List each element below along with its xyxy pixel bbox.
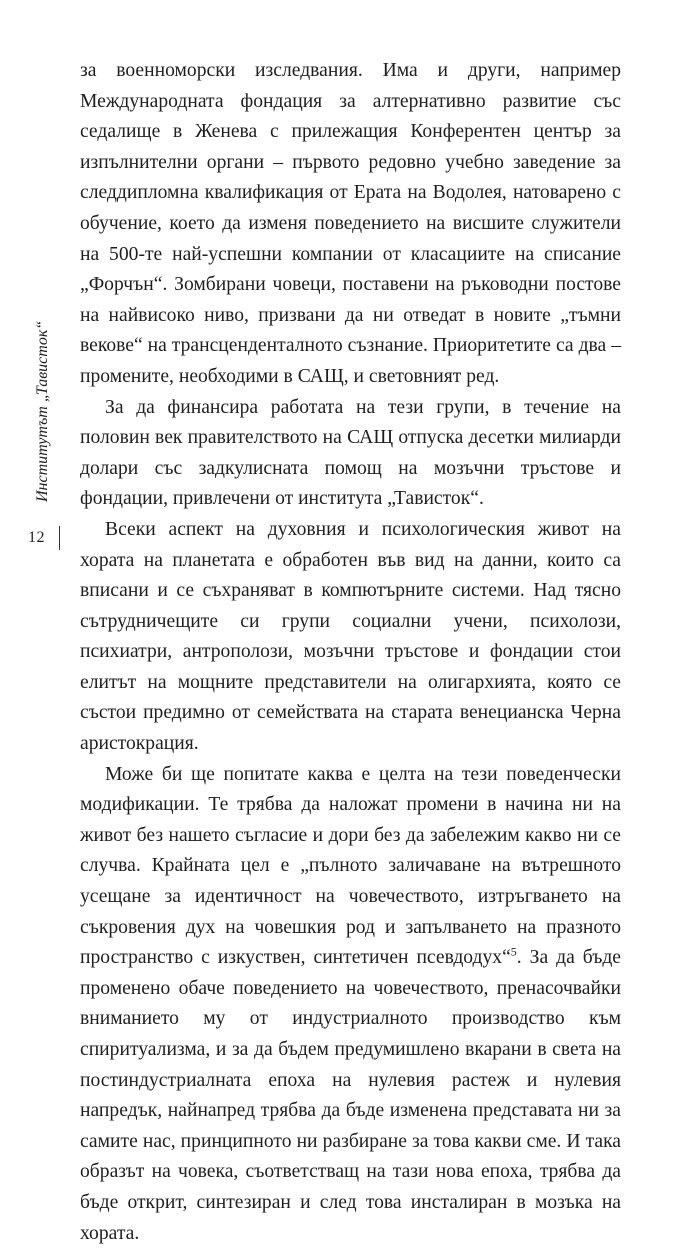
paragraph-1: за военноморски изследвания. Има и други, например Международната фондация за алтернативно развитие със седалище в Женева с прилежащия Конферентен център за изпълнителни органи – първото редовно учебно заведение за следдипломна квалификация от Ерата на Водолея, натоварено с обучение, което да изменя поведението на висшите служители на 500-те най-успешни компании от класациите на списание „Форчън“. Зомбирани човеци, поставени на ръководни постове на найвисоко ниво, призвани да ни отведат в новите „тъмни векове“ на трансценденталното съзнание. Приоритетите са два – промените, необходими в САЩ, и световният ред. — [80, 60, 621, 387]
footnote-reference: 5 — [510, 944, 517, 959]
folio-divider — [59, 526, 60, 550]
paragraph-3: Всеки аспект на духовния и психологическия живот на хората на планетата е обработен във вид на данни, които са вписани и се съхраняват в компютърните системи. Над тясно сътрудничещите си групи социални учени, психолози, психиатри, антрополози, мозъчни тръстове и фондации стои елитът на мощните представители на олигархията, която се състои предимно от семействата на старата венецианска Черна аристокрация. — [80, 518, 621, 755]
paragraph-4-text-continued: . За да бъде променено обаче поведението на човечеството, пренасочвайки вниманието му от индустриалното производство към спиритуализма, и за да бъдем предумишлено вкарани в света на постиндустриалната епоха на нулевия растеж и нулевия напредък, найнапред трябва да бъде изменена представата ни за самите нас, принципното ни разбиране за това какви сме. И така образът на човека, съответстващ на тази нова епоха, трябва да бъде открит, синтезиран и след това инсталиран в мозъка на хората. — [80, 947, 621, 1244]
page-number: 12 — [28, 529, 45, 546]
paragraph-4 — [80, 760, 621, 1249]
body-text — [80, 56, 621, 1249]
paragraph-4-text: Може би ще попитате каква е целта на тези поведенчески модификации. Те трябва да наложат промени в начина ни на живот без нашето съгласие и дори без да забележим какво ни се случва. Крайната цел е „пълното заличаване на вътрешното усещане за идентичност на човечеството, изтръгването на съкровения дух на човешкия род и запълването на празното пространство с изкуствен, синтетичен псевдодух“ — [80, 763, 621, 969]
running-head: Институтът „Тависток“ — [34, 320, 51, 502]
paragraph-2: За да финансира работата на тези групи, в течение на половин век правителството на САЩ отпуска десетки милиарди долари със задкулисната помощ на мозъчни тръстове и фондации, привлечени от института „Тависток“. — [80, 396, 621, 510]
